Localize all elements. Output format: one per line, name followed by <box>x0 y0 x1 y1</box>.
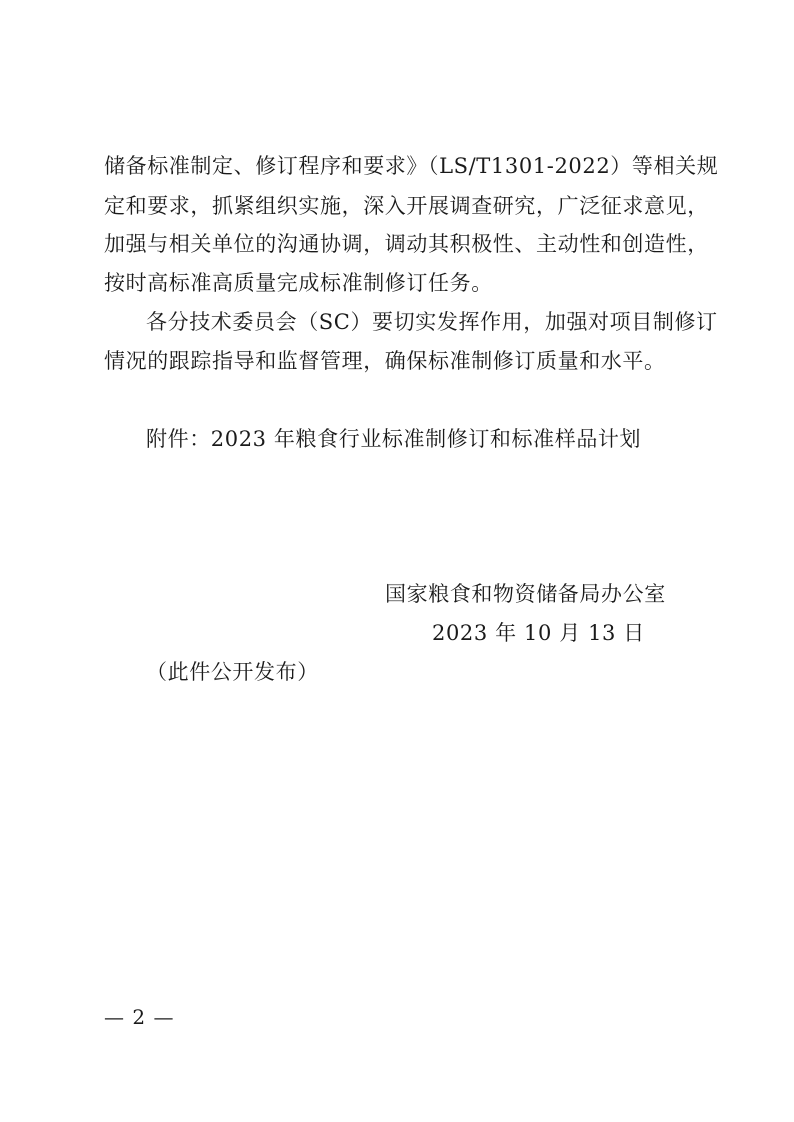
paragraph2-line2: 情况的跟踪指导和监督管理，确保标准制修订质量和水平。 <box>104 349 666 373</box>
paragraph1-line4: 按时高标准高质量完成标准制修订任务。 <box>104 271 493 295</box>
attachment-line: 附件：2023 年粮食行业标准制修订和标准样品计划 <box>146 427 642 451</box>
paragraph2-line1: 各分技术委员会（SC）要切实发挥作用，加强对项目制修订 <box>146 310 718 334</box>
page-number: — 2 — <box>104 1005 175 1029</box>
paragraph1-line3: 加强与相关单位的沟通协调，调动其积极性、主动性和创造性， <box>104 232 709 256</box>
paragraph1-line1: 储备标准制定、修订程序和要求》（LS/T1301-2022）等相关规 <box>104 154 719 178</box>
publication-note: （此件公开发布） <box>146 660 319 684</box>
paragraph1-line2: 定和要求，抓紧组织实施，深入开展调查研究，广泛征求意见， <box>104 194 709 218</box>
issue-date: 2023 年 10 月 13 日 <box>432 621 645 645</box>
issuer-name: 国家粮食和物资储备局办公室 <box>385 582 666 606</box>
